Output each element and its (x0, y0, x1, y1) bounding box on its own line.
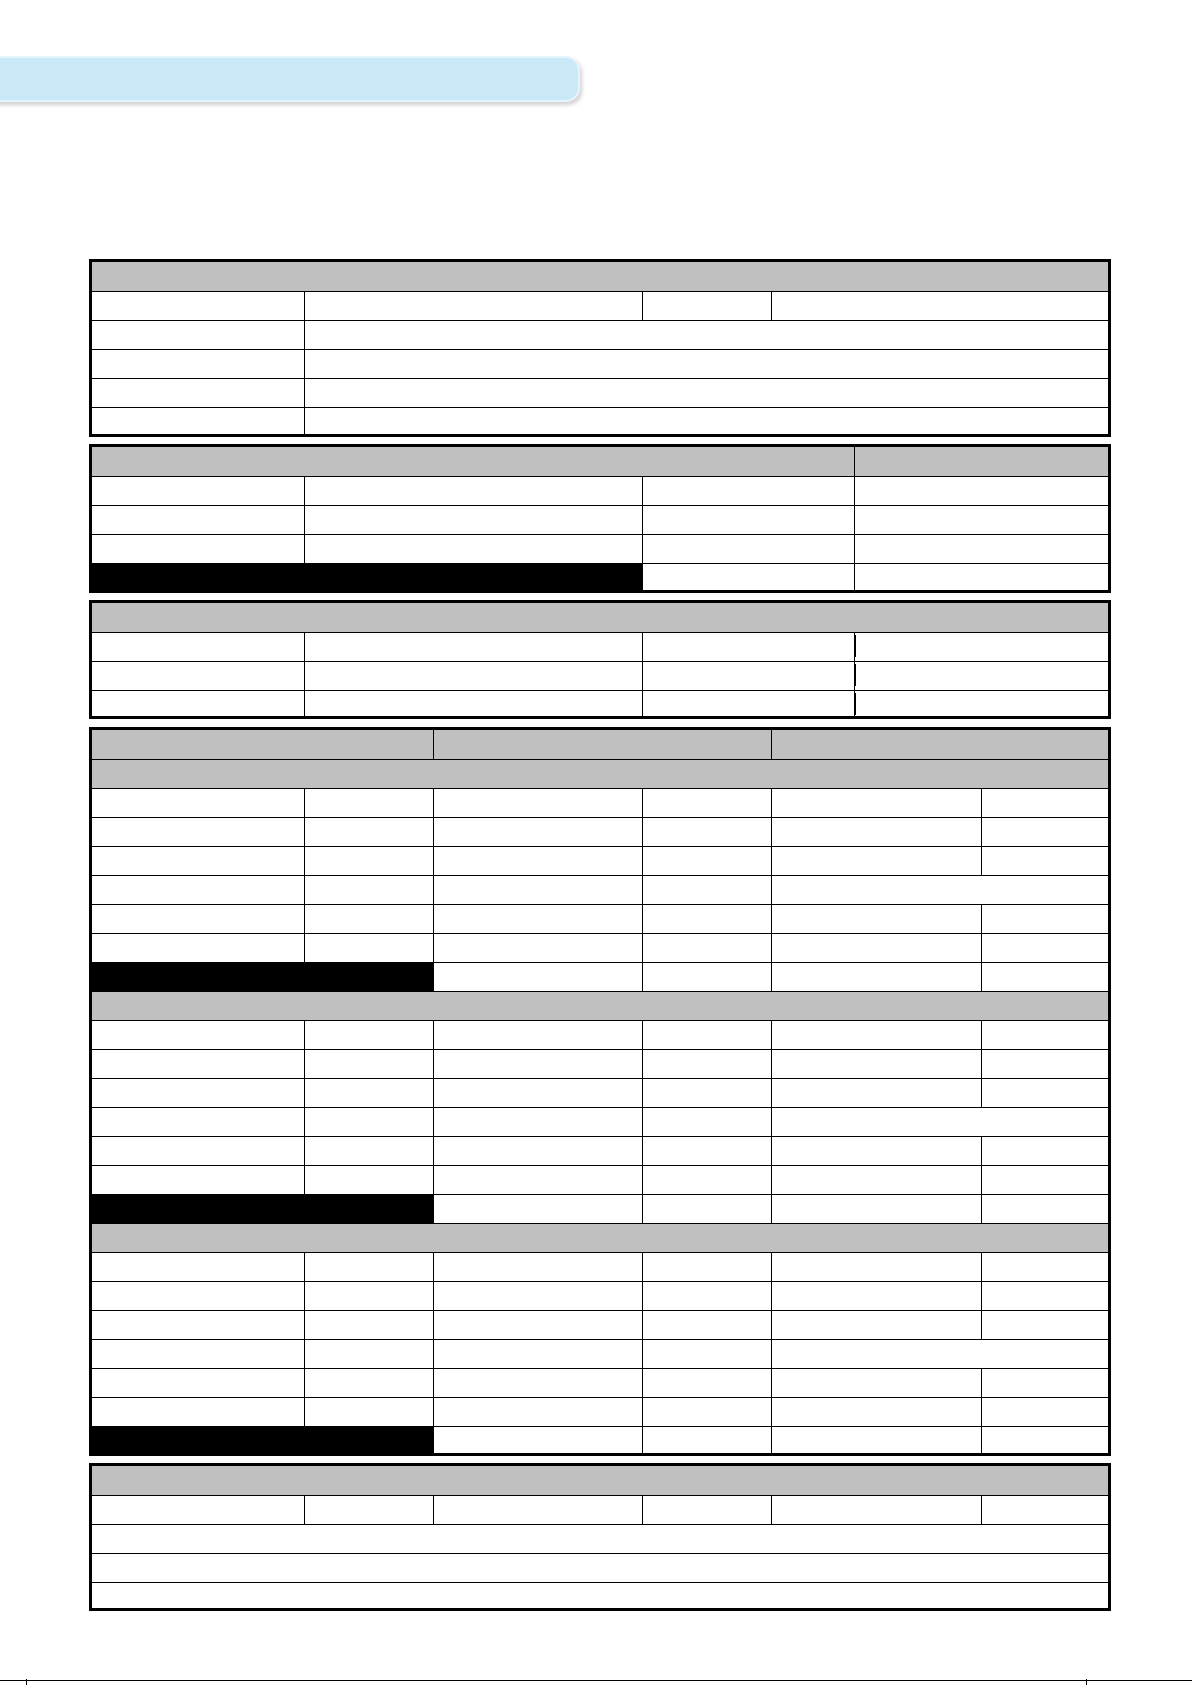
form-field[interactable] (433, 1339, 642, 1368)
form-field[interactable] (642, 1049, 771, 1078)
form-field[interactable] (433, 788, 642, 817)
form-field[interactable] (981, 904, 1108, 933)
form-field[interactable] (304, 875, 433, 904)
form-field[interactable] (433, 904, 642, 933)
form-field[interactable] (304, 1368, 433, 1397)
form-label (92, 1252, 304, 1281)
form-field[interactable] (642, 1165, 771, 1194)
form-field[interactable] (771, 817, 981, 846)
form-field[interactable] (981, 1020, 1108, 1049)
section-3-heading (92, 603, 1108, 632)
form-label (92, 1020, 304, 1049)
form-field[interactable] (642, 933, 771, 962)
form-field[interactable] (304, 1078, 433, 1107)
form-field[interactable] (981, 1049, 1108, 1078)
form-field[interactable] (642, 1136, 771, 1165)
form-field[interactable] (854, 661, 1108, 690)
form-field[interactable] (433, 875, 642, 904)
form-field[interactable] (981, 1078, 1108, 1107)
form-field[interactable] (433, 1078, 642, 1107)
form-label (92, 788, 304, 817)
form-label (92, 1339, 304, 1368)
form-field[interactable] (854, 505, 1108, 534)
form-label (92, 476, 304, 505)
form-label (92, 1495, 304, 1524)
form-field[interactable] (304, 1107, 433, 1136)
page-bottom-tick (1086, 1679, 1087, 1685)
form-field[interactable] (433, 1252, 642, 1281)
form-field[interactable] (771, 1495, 981, 1524)
form-label (92, 690, 304, 719)
form-label (92, 1368, 304, 1397)
form-field[interactable] (981, 933, 1108, 962)
form-field[interactable] (642, 1281, 771, 1310)
form-field[interactable] (304, 291, 642, 320)
form-field[interactable] (771, 904, 981, 933)
form-label (92, 933, 304, 962)
total-field[interactable] (771, 962, 981, 991)
form-field[interactable] (433, 1397, 642, 1426)
form-field[interactable] (642, 1252, 771, 1281)
form-label (92, 349, 304, 378)
notes-field[interactable] (92, 1553, 1108, 1582)
notes-field[interactable] (92, 1524, 1108, 1553)
form-field[interactable] (771, 1165, 981, 1194)
form-field[interactable] (433, 1107, 642, 1136)
form-field[interactable] (642, 1020, 771, 1049)
form-field[interactable] (981, 846, 1108, 875)
form-field[interactable] (304, 933, 433, 962)
form-label (92, 1049, 304, 1078)
form-label (92, 1397, 304, 1426)
form-field[interactable] (771, 1281, 981, 1310)
form-field[interactable] (981, 788, 1108, 817)
form-field[interactable] (304, 407, 1108, 436)
form-field[interactable] (771, 1310, 981, 1339)
form-field[interactable] (771, 1136, 981, 1165)
form-field[interactable] (304, 1339, 433, 1368)
form-field[interactable] (304, 1281, 433, 1310)
form-field[interactable] (854, 476, 1108, 505)
column-header (433, 730, 771, 759)
form-label (92, 1165, 304, 1194)
form-field[interactable] (642, 1310, 771, 1339)
column-header (771, 730, 1108, 759)
form-label (92, 291, 304, 320)
form-field[interactable] (433, 1495, 642, 1524)
form-field[interactable] (642, 904, 771, 933)
form-field[interactable] (981, 1136, 1108, 1165)
notes-field[interactable] (92, 1582, 1108, 1611)
form-field[interactable] (433, 1368, 642, 1397)
section-3-table (89, 600, 1111, 719)
form-label (92, 904, 304, 933)
form-field[interactable] (642, 690, 854, 719)
form-field[interactable] (981, 1368, 1108, 1397)
form-label (92, 1281, 304, 1310)
form-field[interactable] (433, 1020, 642, 1049)
form-label (92, 846, 304, 875)
form-label (92, 534, 304, 563)
form-label (92, 1078, 304, 1107)
form-field[interactable] (304, 788, 433, 817)
group-heading (92, 991, 1108, 1020)
form-field[interactable] (854, 534, 1108, 563)
form-field[interactable] (981, 1495, 1108, 1524)
form-field[interactable] (771, 846, 981, 875)
form-field[interactable] (642, 1107, 771, 1136)
total-field[interactable] (433, 1194, 642, 1223)
total-field[interactable] (433, 1426, 642, 1455)
form-field[interactable] (304, 1310, 433, 1339)
form-field[interactable] (304, 1136, 433, 1165)
total-field[interactable] (854, 563, 1108, 592)
form-field[interactable] (304, 378, 1108, 407)
form-field[interactable] (304, 1020, 433, 1049)
form-field[interactable] (304, 349, 1108, 378)
total-field[interactable] (981, 1426, 1108, 1455)
form-field[interactable] (642, 1495, 771, 1524)
form-field[interactable] (433, 933, 642, 962)
form-field[interactable] (771, 1397, 981, 1426)
section-2-total-label (92, 563, 642, 592)
form-label (92, 320, 304, 349)
form-field[interactable] (981, 1310, 1108, 1339)
form-label (92, 817, 304, 846)
total-field[interactable] (642, 1426, 771, 1455)
form-label (92, 378, 304, 407)
form-field[interactable] (304, 1397, 433, 1426)
section-5-table (89, 1463, 1111, 1611)
form-field[interactable] (642, 476, 854, 505)
form-field[interactable] (981, 1165, 1108, 1194)
total-field[interactable] (433, 962, 642, 991)
form-field[interactable] (771, 1078, 981, 1107)
section-4-table (89, 727, 1111, 1456)
form-field[interactable] (304, 846, 433, 875)
form-field[interactable] (642, 875, 771, 904)
group-total-label (92, 1194, 433, 1223)
page-bottom-tick (26, 1679, 27, 1685)
form-field[interactable] (771, 875, 1108, 904)
form-field[interactable] (642, 661, 854, 690)
total-field[interactable] (981, 962, 1108, 991)
form-label (92, 1310, 304, 1339)
form-label (92, 1136, 304, 1165)
section-1-table (89, 259, 1111, 437)
form-label (92, 661, 304, 690)
page-title-tab (0, 56, 580, 102)
form-field[interactable] (771, 1020, 981, 1049)
form-field[interactable] (433, 817, 642, 846)
form-field[interactable] (771, 1368, 981, 1397)
form-field[interactable] (642, 846, 771, 875)
total-field[interactable] (642, 962, 771, 991)
form-field[interactable] (304, 1165, 433, 1194)
form-field[interactable] (771, 933, 981, 962)
form-field[interactable] (304, 817, 433, 846)
form-field[interactable] (304, 534, 642, 563)
form-field[interactable] (304, 1495, 433, 1524)
form-field[interactable] (304, 661, 642, 690)
group-total-label (92, 962, 433, 991)
form-field[interactable] (642, 1368, 771, 1397)
form-field[interactable] (304, 904, 433, 933)
total-field[interactable] (981, 1194, 1108, 1223)
form-field[interactable] (981, 1281, 1108, 1310)
form-label (92, 1107, 304, 1136)
total-field[interactable] (771, 1194, 981, 1223)
form-field[interactable] (771, 1107, 1108, 1136)
form-field[interactable] (642, 632, 854, 661)
form-field[interactable] (433, 1310, 642, 1339)
form-label (92, 407, 304, 436)
form-field[interactable] (304, 320, 1108, 349)
form-field[interactable] (854, 632, 1108, 661)
form-field[interactable] (642, 534, 854, 563)
form-field[interactable] (433, 1136, 642, 1165)
section-2-heading (92, 447, 854, 476)
form-field[interactable] (433, 846, 642, 875)
form-label (92, 505, 304, 534)
form-label (92, 875, 304, 904)
form-field[interactable] (642, 1339, 771, 1368)
form-field[interactable] (433, 1049, 642, 1078)
form-field[interactable] (433, 1165, 642, 1194)
group-heading (92, 759, 1108, 788)
form-field[interactable] (304, 1252, 433, 1281)
form-field[interactable] (981, 1252, 1108, 1281)
form-field[interactable] (981, 1397, 1108, 1426)
form-field[interactable] (433, 1281, 642, 1310)
form-field[interactable] (304, 632, 642, 661)
form-field[interactable] (304, 690, 642, 719)
form-field[interactable] (642, 817, 771, 846)
form-field[interactable] (642, 1397, 771, 1426)
form-label (642, 291, 771, 320)
total-field[interactable] (642, 1194, 771, 1223)
form-field[interactable] (771, 788, 981, 817)
form-field[interactable] (981, 817, 1108, 846)
form-field[interactable] (771, 291, 1108, 320)
form-field[interactable] (304, 505, 642, 534)
group-heading (92, 1223, 1108, 1252)
total-field[interactable] (642, 563, 854, 592)
form-field[interactable] (642, 788, 771, 817)
form-field[interactable] (771, 1049, 981, 1078)
form-field[interactable] (854, 690, 1108, 719)
section-2-heading-right (854, 447, 1108, 476)
column-header (92, 730, 433, 759)
form-field[interactable] (771, 1252, 981, 1281)
form-field[interactable] (771, 1339, 1108, 1368)
page-bottom-rule (0, 1680, 1192, 1681)
section-5-heading (92, 1466, 1108, 1495)
section-1-heading (92, 262, 1108, 291)
group-total-label (92, 1426, 433, 1455)
total-field[interactable] (771, 1426, 981, 1455)
form-field[interactable] (304, 476, 642, 505)
form-field[interactable] (304, 1049, 433, 1078)
form-field[interactable] (642, 1078, 771, 1107)
form-label (92, 632, 304, 661)
form-field[interactable] (642, 505, 854, 534)
section-2-table (89, 444, 1111, 593)
